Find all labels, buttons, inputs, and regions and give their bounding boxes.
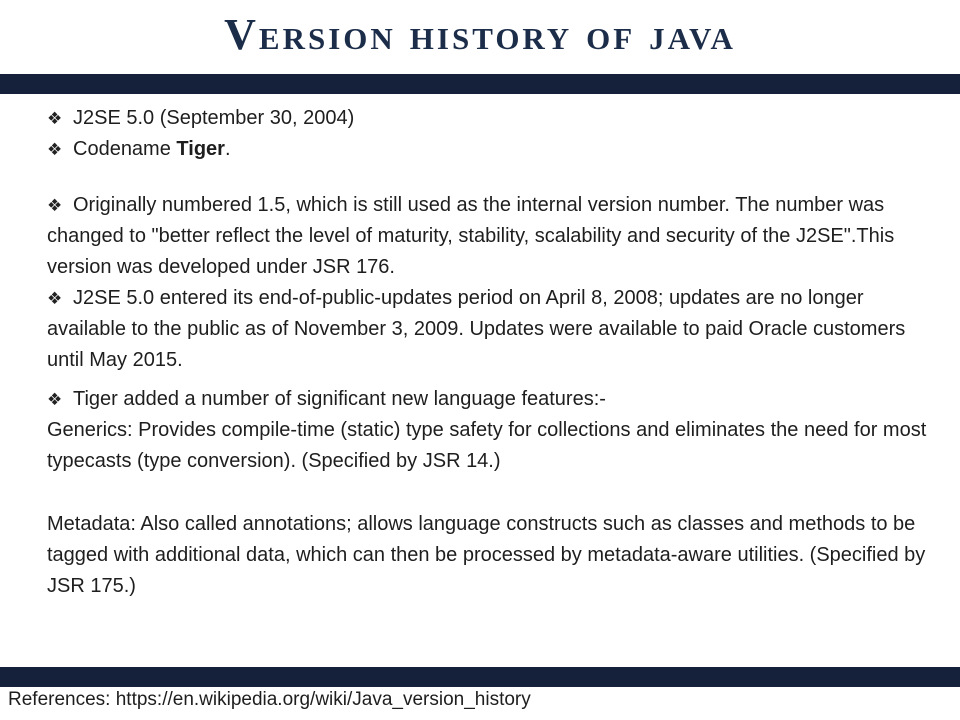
diamond-bullet-icon: ❖ xyxy=(47,140,63,159)
paragraph-generics: Generics: Provides compile-time (static) type safety for collections and eliminates the need for most typecasts (type conversion). (Specified by JSR 14.) xyxy=(47,419,927,472)
bullet-text: Originally numbered 1.5, which is still used as the internal version number. The number was changed to "better reflect the level of maturity, stability, scalability and security of the J2SE".This version was developed under JSR 176. xyxy=(47,194,895,278)
bullet-text: Tiger added a number of significant new language features:- xyxy=(73,388,606,410)
footer-divider-bar xyxy=(0,667,960,687)
slide-title: Version history of java xyxy=(224,10,736,59)
bullet-release xyxy=(47,103,927,134)
bullet-features xyxy=(47,384,927,415)
diamond-bullet-icon: ❖ xyxy=(47,109,63,128)
diamond-bullet-icon: ❖ xyxy=(47,390,63,409)
header-divider-bar xyxy=(0,74,960,94)
bullet-text: J2SE 5.0 entered its end-of-public-updates period on April 8, 2008; updates are no longer available to the public as of November 3, 2009. Updates were available to paid Oracle customers until May 2015. xyxy=(47,287,906,371)
paragraph-metadata: Metadata: Also called annotations; allows language constructs such as classes and methods to be tagged with additional data, which can then be processed by metadata-aware utilities. (Specified by JSR 175.) xyxy=(47,513,926,597)
slide-body xyxy=(47,103,927,602)
bullet-codename xyxy=(47,134,927,165)
bullet-text: J2SE 5.0 (September 30, 2004) xyxy=(73,107,355,129)
references-note: References: https://en.wikipedia.org/wiki/Java_version_history xyxy=(8,689,531,710)
bullet-text-suffix: . xyxy=(224,138,231,160)
codename-tiger: Tiger xyxy=(176,138,225,160)
bullet-text-prefix: Codename xyxy=(73,138,177,160)
diamond-bullet-icon: ❖ xyxy=(47,289,63,308)
bullet-numbering xyxy=(47,190,927,283)
diamond-bullet-icon: ❖ xyxy=(47,196,63,215)
bullet-end-of-updates xyxy=(47,283,927,376)
